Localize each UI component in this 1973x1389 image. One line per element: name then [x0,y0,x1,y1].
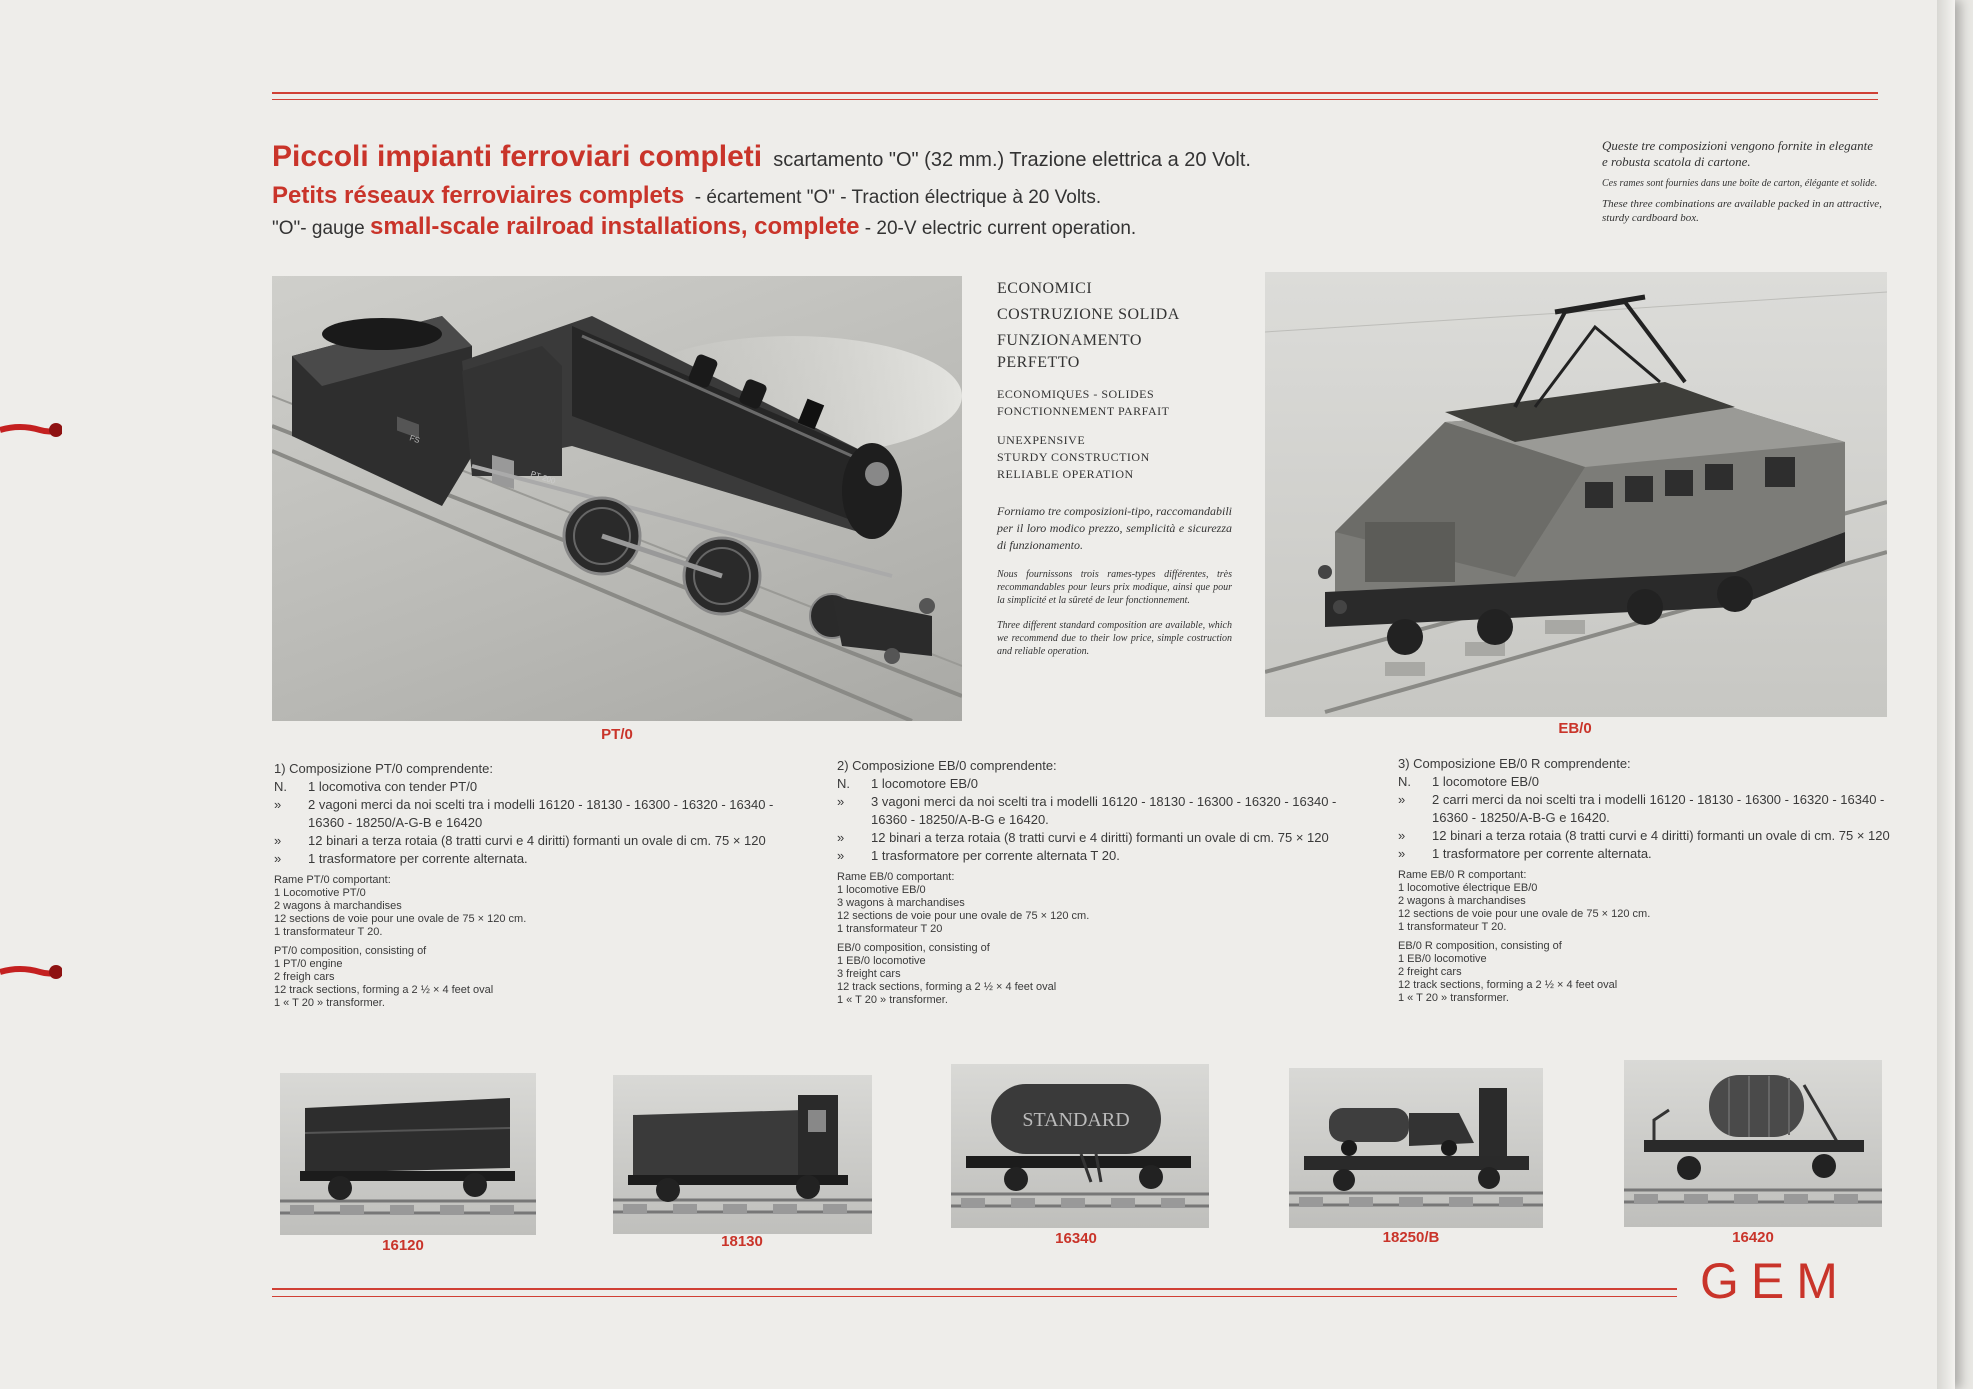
wagon-photo-18250b [1289,1068,1543,1228]
spec-3-it-item: N. 1 locomotore EB/0 [1398,774,1539,789]
features-paragraph-french: Nous fournissons trois rames-types différentes, très recommandables pour leurs prix modique, ainsi que pour la simplicité et la sûreté de leur fonctionnement. [997,569,1232,606]
spec-1-fr-3: 1 transformateur T 20. [274,926,383,938]
headline-english-bold: small-scale railroad installations, complete [370,213,860,240]
headline-french [272,182,1101,210]
feature-it-3: FUNZIONAMENTO [997,332,1142,349]
side-note-french: Ces rames sont fournies dans une boîte de carton, élégante et solide. [1602,178,1878,189]
wagon-caption-16340: 16340 [1055,1230,1097,1247]
caption-pt0: PT/0 [601,726,633,743]
spec-3-en-3: 1 « T 20 » transformer. [1398,992,1509,1004]
tank-lettering: STANDARD [1022,1109,1130,1131]
headline-french-bold: Petits réseaux ferroviaires complets [272,182,685,209]
spec-1-it-item: » 12 binari a terza rotaia (8 tratti curvi e 4 diritti) formanti un ovale di cm. 75 × 120 [274,833,766,848]
feature-it-1: ECONOMICI [997,280,1093,297]
photo-electric-locomotive [1265,272,1887,717]
headline-italian-rest: scartamento "O" (32 mm.) Trazione elettrica a 20 Volt. [773,149,1251,171]
feature-fr-2: FONCTIONNEMENT PARFAIT [997,404,1170,418]
spec-1-title: 1) Composizione PT/0 comprendente: [274,761,493,776]
spec-2-fr-1: 3 wagons à marchandises [837,897,965,909]
spec-3-en-1: 2 freight cars [1398,966,1462,978]
features-french [997,386,1232,420]
headline-italian-bold: Piccoli impianti ferroviari completi [272,140,763,173]
spec-1-fr-2: 12 sections de voie pour une ovale de 75 × 120 cm. [274,913,527,925]
wagon-photo-16420 [1624,1060,1882,1227]
spec-2-it-item: » 3 vagoni merci da noi scelti tra i modelli 16120 - 18130 - 16300 - 16320 - 16340 - 16360 - 18250/A-B-G e 16420. [837,794,1337,827]
spec-2-it-item: N. 1 locomotore EB/0 [837,776,978,791]
spec-2-fr-title: Rame EB/0 comportant: [837,871,955,883]
gem-logo: GEM [1700,1253,1850,1309]
spec-column-1 [274,760,794,1010]
electric-locomotive-illustration [1265,272,1887,717]
wagon-caption-18250b: 18250/B [1382,1229,1440,1246]
side-note-italian: Queste tre composizioni vengono fornite in elegante e robusta scatola di cartone. [1602,138,1874,169]
spec-2-en-title: EB/0 composition, consisting of [837,942,990,954]
spec-2-fr-2: 12 sections de voie pour une ovale de 75 × 120 cm. [837,910,1090,922]
caption-eb0: EB/0 [1558,720,1592,737]
spec-1-en-2: 12 track sections, forming a 2 ½ × 4 feet oval [274,984,494,996]
side-note-english: These three combinations are available packed in an attractive, sturdy cardboard box. [1602,198,1882,224]
top-rule-1 [272,92,1878,94]
spec-2-en-1: 3 freight cars [837,968,901,980]
spec-3-title: 3) Composizione EB/0 R comprendente: [1398,756,1631,771]
spec-1-it-list [274,778,794,868]
feature-fr-1: ECONOMIQUES - SOLIDES [997,387,1155,401]
photo-steam-locomotive [272,276,962,721]
flat-wagon-truck-illustration [1289,1068,1543,1228]
spec-3-it-item: » 2 carri merci da noi scelti tra i modelli 16120 - 18130 - 16300 - 16320 - 16340 - 16360 - 18250/A-B-G e 16420. [1398,792,1885,825]
spec-3-fr-0: 1 locomotive électrique EB/0 [1398,882,1538,894]
side-note [1602,138,1882,225]
headline-english [272,213,1136,241]
binding-cord-top [0,420,62,440]
wagon-photo-16340 [951,1064,1209,1228]
wagon-caption-16420: 16420 [1732,1229,1774,1246]
spec-3-it-list [1398,773,1918,863]
top-rule-2 [272,99,1878,100]
spec-1-en-title: PT/0 composition, consisting of [274,945,427,957]
feature-en-1: UNEXPENSIVE [997,433,1086,447]
spec-3-fr-1: 2 wagons à marchandises [1398,895,1526,907]
spec-3-it-item: » 12 binari a terza rotaia (8 tratti curvi e 4 diritti) formanti un ovale di cm. 75 × 120 [1398,828,1890,843]
feature-en-2: STURDY CONSTRUCTION [997,450,1150,464]
feature-it-2: COSTRUZIONE SOLIDA [997,306,1180,323]
spec-column-2 [837,757,1357,1007]
headline-french-rest: - écartement "O" - Traction électrique à 20 Volts. [694,187,1102,208]
wagon-caption-16120: 16120 [382,1237,424,1254]
spec-3-en-title: EB/0 R composition, consisting of [1398,940,1562,952]
spec-3-fr-title: Rame EB/0 R comportant: [1398,869,1527,881]
barrel-wagon-illustration [1624,1060,1882,1227]
bottom-rule-1 [272,1288,1677,1290]
spec-column-3 [1398,755,1918,1005]
features-paragraph-italian: Forniamo tre composizioni-tipo, raccomandabili per il loro modico prezzo, semplicità e sicurezza di funzionamento. [997,504,1232,552]
tender-plate: FS [408,433,421,446]
steam-locomotive-illustration [272,276,962,721]
open-wagon-illustration [280,1073,536,1235]
features-paragraph-english: Three different standard composition are available, which we recommend due to their low price, simple costruction and reliable operation. [997,620,1232,657]
binding-cord-bottom [0,962,62,982]
spec-2-fr-0: 1 locomotive EB/0 [837,884,926,896]
spec-1-en-3: 1 « T 20 » transformer. [274,997,385,1009]
features-block [997,278,1232,658]
headline-italian [272,140,1251,174]
spec-2-title: 2) Composizione EB/0 comprendente: [837,758,1057,773]
cab-plate: PT 200 [529,469,557,486]
wagon-photo-16120 [280,1073,536,1235]
spec-1-fr-title: Rame PT/0 comportant: [274,874,391,886]
wagon-photo-18130 [613,1075,872,1234]
spec-2-it-item: » 1 trasformatore per corrente alternata T 20. [837,848,1120,863]
spec-1-en-1: 2 freigh cars [274,971,335,983]
spec-2-en-0: 1 EB/0 locomotive [837,955,926,967]
headline-english-rest: - 20-V electric current operation. [864,218,1137,239]
brake-wagon-illustration [613,1075,872,1234]
headline-english-pre: "O"- gauge [272,218,365,239]
spec-1-fr-0: 1 Locomotive PT/0 [274,887,366,899]
wagon-caption-18130: 18130 [721,1233,763,1250]
spec-2-fr-3: 1 transformateur T 20 [837,923,943,935]
spec-3-fr-2: 12 sections de voie pour une ovale de 75 × 120 cm. [1398,908,1651,920]
spec-2-en-2: 12 track sections, forming a 2 ½ × 4 feet oval [837,981,1057,993]
spec-2-en-3: 1 « T 20 » transformer. [837,994,948,1006]
spec-1-it-item: N. 1 locomotiva con tender PT/0 [274,779,478,794]
bottom-rule-2 [272,1296,1677,1297]
page-edge [1937,0,1955,1389]
spec-3-it-item: » 1 trasformatore per corrente alternata. [1398,846,1652,861]
spec-1-en-0: 1 PT/0 engine [274,958,343,970]
feature-it-4: PERFETTO [997,354,1080,371]
spec-1-it-item: » 2 vagoni merci da noi scelti tra i modelli 16120 - 18130 - 16300 - 16320 - 16340 - 16360 - 18250/A-G-B e 16420 [274,797,774,830]
features-italian [997,278,1232,374]
spec-3-fr-3: 1 transformateur T 20. [1398,921,1507,933]
spec-2-it-item: » 12 binari a terza rotaia (8 tratti curvi e 4 diritti) formanti un ovale di cm. 75 × 120 [837,830,1329,845]
spec-1-fr-1: 2 wagons à marchandises [274,900,402,912]
features-english [997,432,1232,483]
feature-en-3: RELIABLE OPERATION [997,467,1134,481]
spec-2-it-list [837,775,1357,865]
spec-3-en-2: 12 track sections, forming a 2 ½ × 4 feet oval [1398,979,1618,991]
tank-wagon-illustration [951,1064,1209,1228]
spec-3-en-0: 1 EB/0 locomotive [1398,953,1487,965]
spec-1-it-item: » 1 trasformatore per corrente alternata. [274,851,528,866]
